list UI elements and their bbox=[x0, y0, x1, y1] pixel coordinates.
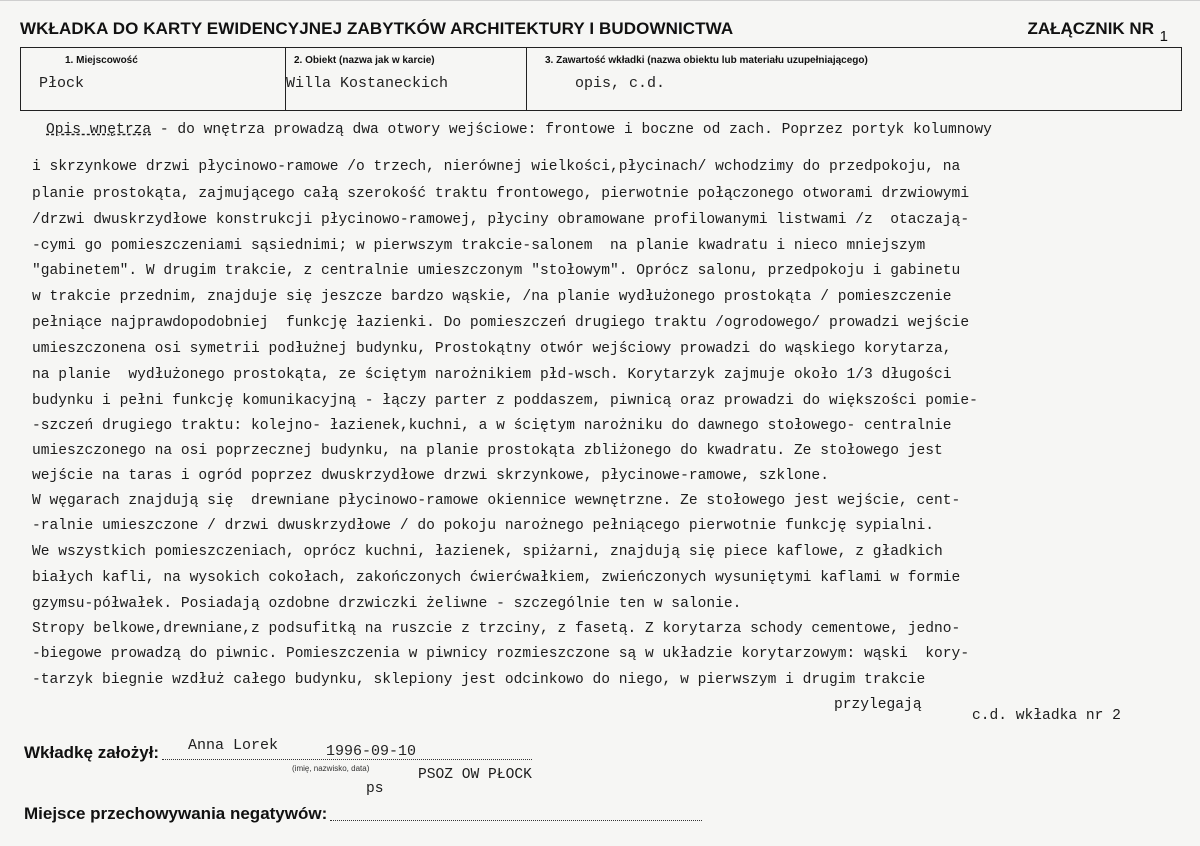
body-line: -ralnie umieszczone / drzwi dwuskrzydłowe / do pokoju narożnego pełniącego pierwotnie funkcję sypialni. bbox=[32, 518, 935, 534]
content-value: opis, c.d. bbox=[575, 75, 666, 92]
header-fields-table bbox=[20, 47, 1182, 111]
continued-in-note: c.d. wkładka nr 2 bbox=[972, 708, 1121, 724]
document-title: WKŁADKA DO KARTY EWIDENCYJNEJ ZABYTKÓW ARCHITEKTURY I BUDOWNICTWA bbox=[20, 19, 734, 38]
author-label: Wkładkę założył: bbox=[24, 743, 160, 762]
content-label: 3. Zawartość wkładki (nazwa obiektu lub materiału uzupełniającego) bbox=[545, 55, 868, 66]
annex-number: 1 bbox=[1159, 28, 1168, 45]
body-line: białych kafli, na wysokich cokołach, zakończonych ćwierćwałkiem, zwieńczonych wysuniętymi kaflami w formie bbox=[32, 570, 961, 586]
negatives-dotted-line bbox=[330, 820, 702, 821]
body-line: Stropy belkowe,drewniane,z podsufitką na ruszcie z trzciny, z fasetą. Z korytarza schody cementowe, jedno- bbox=[32, 621, 961, 637]
place-label: 1. Miejscowość bbox=[65, 55, 138, 66]
place-value: Płock bbox=[39, 75, 85, 92]
author-name: Anna Lorek bbox=[188, 737, 279, 754]
field-content bbox=[527, 48, 1181, 110]
body-line: -biegowe prowadzą do piwnic. Pomieszczenia w piwnicy rozmieszczone są w układzie korytarzowym: wąski kory- bbox=[32, 646, 970, 662]
field-place bbox=[21, 48, 286, 110]
author-hint: (imię, nazwisko, data) bbox=[292, 764, 370, 773]
body-line: "gabinetem". W drugim trakcie, z centralnie umieszczonym "stołowym". Oprócz salonu, przedpokoju i gabinetu bbox=[32, 263, 961, 279]
body-line: w trakcie przednim, znajduje się jeszcze bardzo wąskie, /na planie wydłużonego prostokąta / pomieszczenie bbox=[32, 289, 952, 305]
institution-stamp: PSOZ OW PŁOCK bbox=[418, 767, 532, 783]
body-line: umieszczonena osi symetrii podłużnej budynku, Prostokątny otwór wejściowy prowadzi do wąskiego korytarza, bbox=[32, 341, 952, 357]
body-line: /drzwi dwuskrzydłowe konstrukcji płycinowo-ramowej, płyciny obramowane profilowanymi listwami /z otaczają- bbox=[32, 212, 970, 228]
body-line: na planie wydłużonego prostokąta, ze ściętym narożnikiem płd-wsch. Korytarzyk zajmuje około 1/3 długości bbox=[32, 367, 952, 383]
body-line: -cymi go pomieszczeniami sąsiednimi; w pierwszym trakcie-salonem na planie kwadratu i nieco mniejszym bbox=[32, 238, 926, 254]
annex-label: ZAŁĄCZNIK NR bbox=[1027, 19, 1154, 38]
body-line: budynku i pełni funkcję komunikacyjną - łączy parter z poddaszem, piwnicą oraz prowadzi do większości pomie- bbox=[32, 393, 978, 409]
negatives-label: Miejsce przechowywania negatywów: bbox=[24, 804, 328, 823]
initials: ps bbox=[366, 781, 384, 797]
object-value: Willa Kostaneckich bbox=[286, 75, 449, 92]
body-line: umieszczonego na osi poprzecznej budynku, na planie prostokąta zbliżonego do kwadratu. Ze stołowego jest bbox=[32, 443, 943, 459]
field-object bbox=[286, 48, 527, 110]
body-line: wejście na taras i ogród poprzez dwuskrzydłowe drzwi skrzynkowe, płycinowe-ramowe, szklone. bbox=[32, 468, 829, 484]
body-line: planie prostokąta, zajmującego całą szerokość traktu frontowego, pierwotnie połączonego otworami drzwiowymi bbox=[32, 186, 970, 202]
body-line: gzymsu-półwałek. Posiadają ozdobne drzwiczki żeliwne - szczególnie ten w salonie. bbox=[32, 596, 742, 612]
body-line: W węgarach znajdują się drewniane płycinowo-ramowe okiennice wewnętrzne. Ze stołowego jest wejście, cent- bbox=[32, 493, 961, 509]
body-line: -tarzyk biegnie wzdłuż całego budynku, sklepiony jest odcinkowo do niego, w pierwszym i drugim trakcie bbox=[32, 672, 926, 688]
continuation-word: przylegają bbox=[834, 697, 922, 713]
body-line: We wszystkich pomieszczeniach, oprócz kuchni, łazienek, spiżarni, znajdują się piece kaflowe, z gładkich bbox=[32, 544, 943, 560]
object-label: 2. Obiekt (nazwa jak w karcie) bbox=[294, 55, 435, 66]
author-date: 1996-09-10 bbox=[326, 743, 417, 760]
body-line: pełniące najprawdopodobniej funkcję łazienki. Do pomieszczeń drugiego traktu /ogrodowego/ prowadzi wejście bbox=[32, 315, 970, 331]
body-line: -szczeń drugiego traktu: kolejno- łazienek,kuchni, a w ściętym narożniku do dawnego stołowego- centralnie bbox=[32, 418, 952, 434]
body-line: Opis wnętrza - do wnętrza prowadzą dwa otwory wejściowe: frontowe i boczne od zach. Poprzez portyk kolumnowy bbox=[46, 122, 992, 138]
body-lead: Opis wnętrza bbox=[46, 122, 152, 138]
body-line: i skrzynkowe drzwi płycinowo-ramowe /o trzech, nierównej wielkości,płycinach/ wchodzimy do przedpokoju, na bbox=[32, 159, 961, 175]
